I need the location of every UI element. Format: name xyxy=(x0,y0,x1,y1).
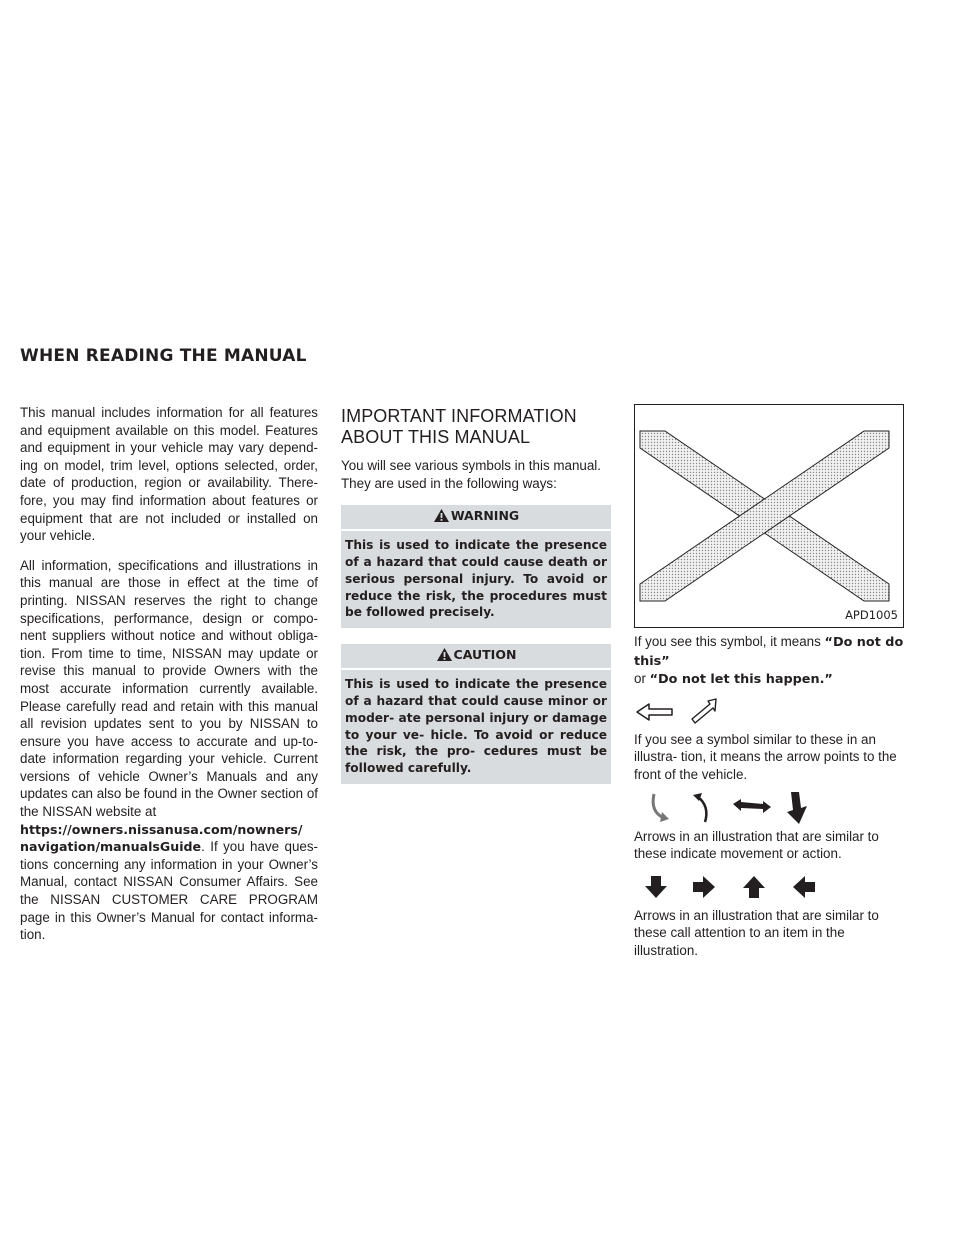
caution-header xyxy=(341,644,611,670)
symbols-intro: You will see various symbols in this manual. They are used in the following ways: xyxy=(341,458,601,491)
section-title: WHEN READING THE MANUAL xyxy=(20,346,307,366)
movement-arrow-description: Arrows in an illustration that are similar to these indicate movement or action. xyxy=(634,828,879,862)
front-outline-arrow-icon xyxy=(635,701,675,723)
warning-box xyxy=(341,505,611,628)
bent-arrow-icon xyxy=(785,790,815,826)
website-url-line2: navigation/manualsGuide xyxy=(20,839,202,855)
down-arrow-icon xyxy=(644,875,668,899)
warning-title: WARNING xyxy=(450,508,520,524)
cross-x-icon xyxy=(635,405,903,627)
front-diagonal-arrow-icon xyxy=(689,697,719,725)
curved-arrow-icon xyxy=(692,792,714,826)
caution-title: CAUTION xyxy=(453,647,517,663)
warning-text: This is used to indicate the presence of a hazard that could cause death or serious personal injury. To avoid or reduce the risk, the procedures must be followed precisely. xyxy=(345,538,607,620)
column-left xyxy=(20,404,318,944)
movement-arrow-row xyxy=(634,790,904,828)
right-arrow-icon xyxy=(692,875,716,899)
intro-paragraph: This manual includes information for all features and equipment available on this model. Features and equipment in your vehicle may vary depend- ing on model, trim level, options selected, order, date of production, region or availability. There- fore, you may find information about features or equipment that are not included or installed on your vehicle. xyxy=(20,405,318,544)
caution-text: This is used to indicate the presence of a hazard that could cause minor or moder- ate personal injury or damage to your ve- hicle. To avoid or reduce the risk, the pro- cedures must be followed carefully. xyxy=(345,677,607,776)
attention-arrow-description: Arrows in an illustration that are similar to these call attention to an item in the illustration. xyxy=(634,907,879,958)
curved-arrow-icon xyxy=(648,792,670,826)
do-not-caption: If you see this symbol, it means “Do not do this” or “Do not let this happen.” xyxy=(634,634,904,688)
up-arrow-icon xyxy=(742,875,766,899)
subsection-heading: IMPORTANT INFORMATION ABOUT THIS MANUAL xyxy=(341,406,577,447)
info-paragraph: All information, specifications and illustrations in this manual are those in effect at the time of printing. NISSAN reserves the right to change specifications, performance, design or compo- nent suppliers without notice and without obliga- tion. From time to time, NISSAN may update or revise this manual to provide Owners with the most accurate information currently available. Please carefully read and retain with this manual all revision updates sent to you by NISSAN to ensure you have access to accurate and up-to- date information regarding your vehicle. Current versions of vehicle Owner’s Manuals and any updates can also be found in the Owner section of the NISSAN website at https://owners.nissanusa.com/nowners/ navigation/manualsGuide. If you have ques- tions concerning any information in your Owner’s Manual, contact NISSAN Consumer Affairs. See the NISSAN CUSTOMER CARE PROGRAM page in this Owner’s Manual for contact informa- tion. xyxy=(20,557,318,943)
front-arrow-description: If you see a symbol similar to these in an illustra- tion, it means the arrow points to the front of the vehicle. xyxy=(634,731,897,782)
column-middle xyxy=(341,404,611,800)
figure-label: APD1005 xyxy=(845,608,898,623)
column-right xyxy=(634,404,904,960)
left-arrow-icon xyxy=(792,875,816,899)
do-not-symbol-figure xyxy=(634,404,904,628)
warning-triangle-icon xyxy=(433,508,450,523)
website-url-line1: https://owners.nissanusa.com/nowners/ xyxy=(20,821,303,837)
double-arrow-icon xyxy=(731,798,773,816)
warning-header xyxy=(341,505,611,531)
attention-arrow-row xyxy=(634,867,904,907)
front-arrow-row xyxy=(634,697,904,731)
warning-triangle-icon xyxy=(436,647,453,662)
caution-box xyxy=(341,644,611,784)
